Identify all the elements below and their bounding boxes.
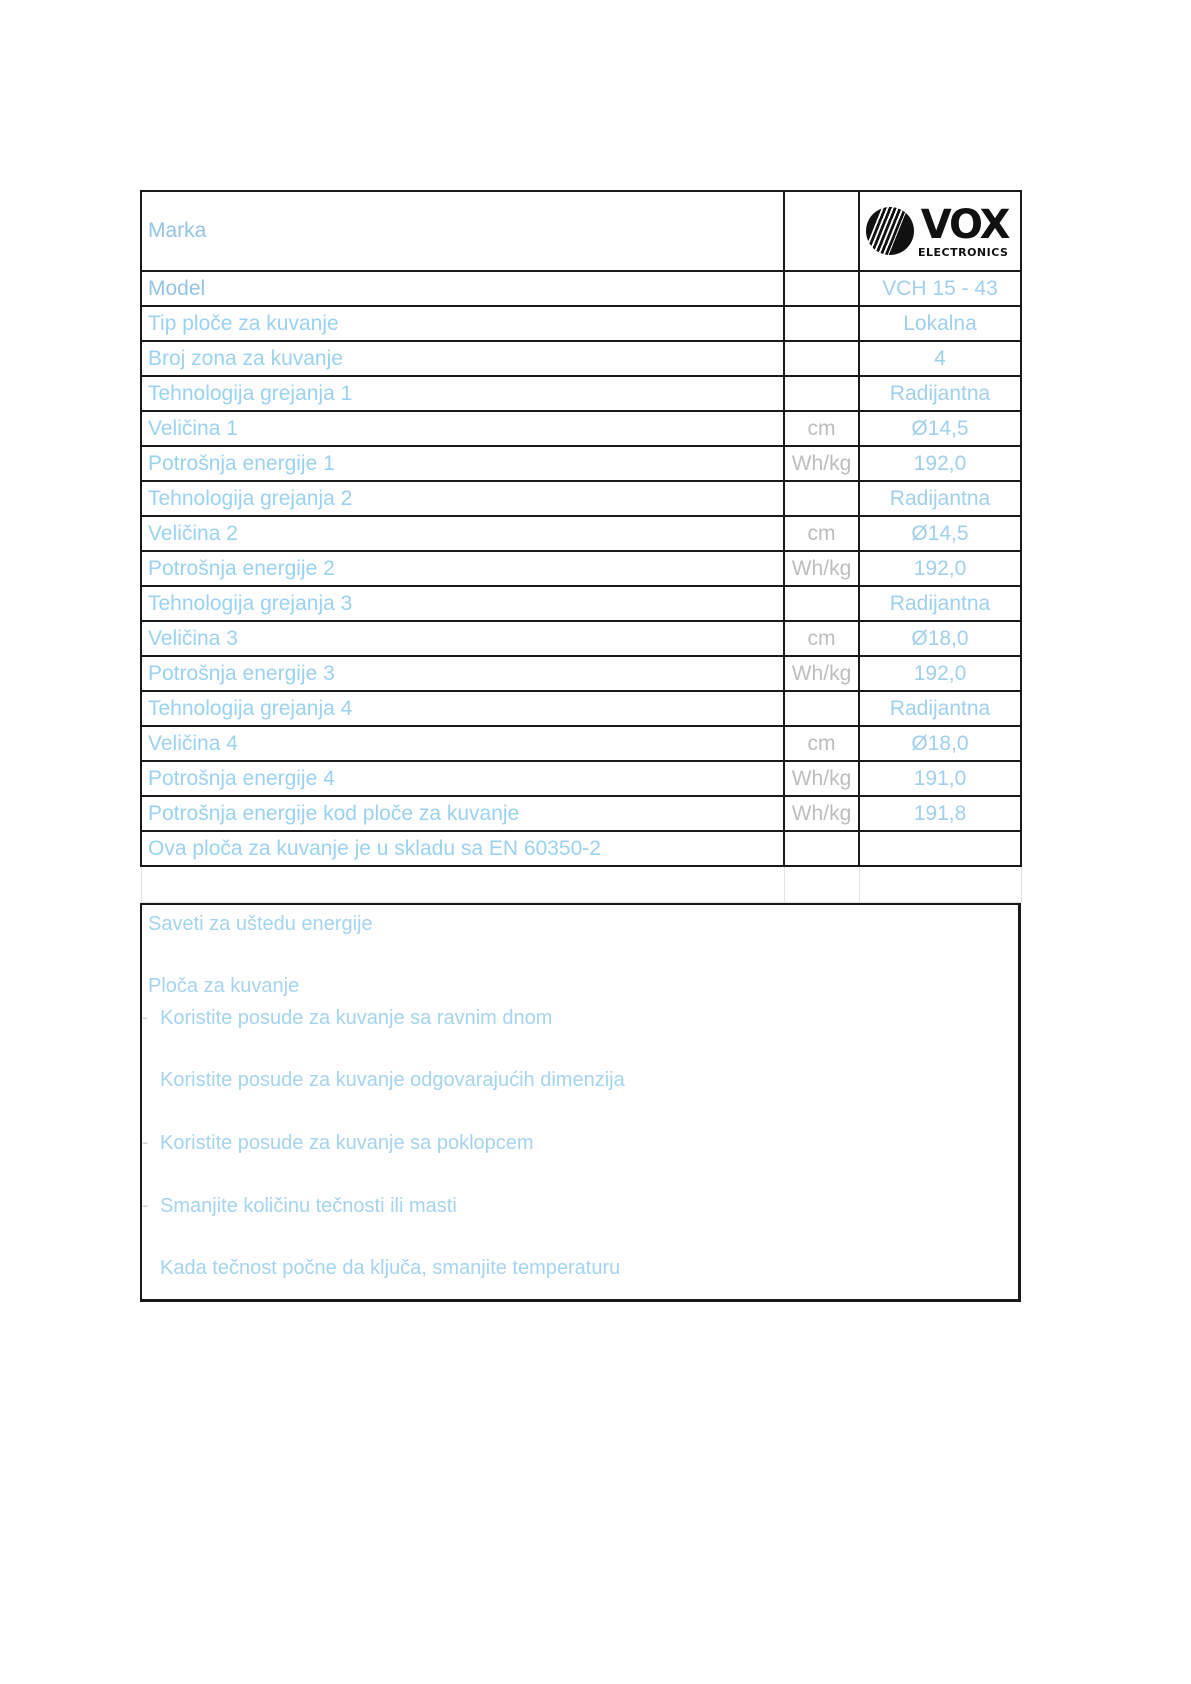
row-value: Ø14,5 xyxy=(859,516,1021,551)
row-label: Tip ploče za kuvanje xyxy=(141,306,784,341)
spec-row xyxy=(141,516,1021,551)
row-value: 191,8 xyxy=(859,796,1021,831)
row-label: Model xyxy=(141,271,784,306)
row-label: Broj zona za kuvanje xyxy=(141,341,784,376)
row-unit xyxy=(784,271,859,306)
brand-row xyxy=(141,191,1021,271)
row-unit xyxy=(784,586,859,621)
spec-row xyxy=(141,726,1021,761)
spec-row xyxy=(141,446,1021,481)
spec-table xyxy=(140,190,1022,903)
spacer-row xyxy=(141,866,1021,903)
row-value: Ø18,0 xyxy=(859,621,1021,656)
tip-item: Kada tečnost počne da ključa, smanjite temperaturu xyxy=(160,1257,621,1279)
compliance-unit xyxy=(784,831,859,866)
spec-row xyxy=(141,411,1021,446)
spec-row xyxy=(141,656,1021,691)
row-value: Ø14,5 xyxy=(859,411,1021,446)
energy-tips-box xyxy=(140,903,1021,1302)
row-value: Radijantna xyxy=(859,376,1021,411)
spacer-cell xyxy=(141,866,784,903)
tip-bullet: - xyxy=(142,1007,148,1027)
spec-row xyxy=(141,306,1021,341)
logo-sub: ELECTRONICS xyxy=(918,245,1009,259)
brand-label: Marka xyxy=(141,191,784,271)
brand-logo xyxy=(859,191,1021,271)
compliance-note: Ova ploča za kuvanje je u skladu sa EN 60350-2 xyxy=(141,831,784,866)
row-unit: Wh/kg xyxy=(784,446,859,481)
tip-item: Koristite posude za kuvanje sa poklopcem xyxy=(160,1132,534,1154)
compliance-value xyxy=(859,831,1021,866)
row-label: Potrošnja energije kod ploče za kuvanje xyxy=(141,796,784,831)
row-value: VCH 15 - 43 xyxy=(859,271,1021,306)
row-value: Ø18,0 xyxy=(859,726,1021,761)
row-unit: Wh/kg xyxy=(784,551,859,586)
row-label: Potrošnja energije 1 xyxy=(141,446,784,481)
row-label: Potrošnja energije 3 xyxy=(141,656,784,691)
row-value: Radijantna xyxy=(859,586,1021,621)
row-unit: cm xyxy=(784,726,859,761)
compliance-row xyxy=(141,831,1021,866)
spec-row xyxy=(141,341,1021,376)
row-label: Potrošnja energije 4 xyxy=(141,761,784,796)
spec-row xyxy=(141,586,1021,621)
spec-row xyxy=(141,691,1021,726)
row-value: 192,0 xyxy=(859,551,1021,586)
row-label: Tehnologija grejanja 2 xyxy=(141,481,784,516)
spec-row xyxy=(141,376,1021,411)
row-unit xyxy=(784,341,859,376)
row-label: Potrošnja energije 2 xyxy=(141,551,784,586)
row-value: 191,0 xyxy=(859,761,1021,796)
row-value: Radijantna xyxy=(859,481,1021,516)
row-value: Radijantna xyxy=(859,691,1021,726)
tip-item: Koristite posude za kuvanje odgovarajućih dimenzija xyxy=(160,1069,625,1091)
spec-row xyxy=(141,271,1021,306)
row-unit xyxy=(784,691,859,726)
vox-emblem-icon xyxy=(866,207,914,255)
logo-word: VOX xyxy=(920,201,1009,248)
row-value: 192,0 xyxy=(859,446,1021,481)
spec-row xyxy=(141,481,1021,516)
tip-item: Smanjite količinu tečnosti ili masti xyxy=(160,1195,457,1217)
tip-bullet: - xyxy=(142,1132,148,1152)
row-unit xyxy=(784,481,859,516)
row-unit: Wh/kg xyxy=(784,796,859,831)
spacer-cell xyxy=(784,866,859,903)
spec-row xyxy=(141,796,1021,831)
row-label: Tehnologija grejanja 3 xyxy=(141,586,784,621)
row-unit: Wh/kg xyxy=(784,656,859,691)
row-unit: cm xyxy=(784,411,859,446)
tip-bullet: - xyxy=(142,1195,148,1215)
row-unit xyxy=(784,306,859,341)
brand-unit xyxy=(784,191,859,271)
spec-row xyxy=(141,761,1021,796)
row-label: Veličina 3 xyxy=(141,621,784,656)
row-value: 4 xyxy=(859,341,1021,376)
spec-row xyxy=(141,621,1021,656)
row-unit: Wh/kg xyxy=(784,761,859,796)
row-label: Tehnologija grejanja 1 xyxy=(141,376,784,411)
row-label: Veličina 1 xyxy=(141,411,784,446)
tips-subtitle: Ploča za kuvanje xyxy=(148,975,300,997)
spec-row xyxy=(141,551,1021,586)
tips-title: Saveti za uštedu energije xyxy=(148,913,373,935)
row-value: Lokalna xyxy=(859,306,1021,341)
row-unit xyxy=(784,376,859,411)
row-label: Veličina 4 xyxy=(141,726,784,761)
spacer-cell xyxy=(859,866,1021,903)
tip-item: Koristite posude za kuvanje sa ravnim dnom xyxy=(160,1007,553,1029)
product-fiche xyxy=(140,190,1020,1302)
row-label: Tehnologija grejanja 4 xyxy=(141,691,784,726)
row-unit: cm xyxy=(784,621,859,656)
row-unit: cm xyxy=(784,516,859,551)
row-value: 192,0 xyxy=(859,656,1021,691)
row-label: Veličina 2 xyxy=(141,516,784,551)
